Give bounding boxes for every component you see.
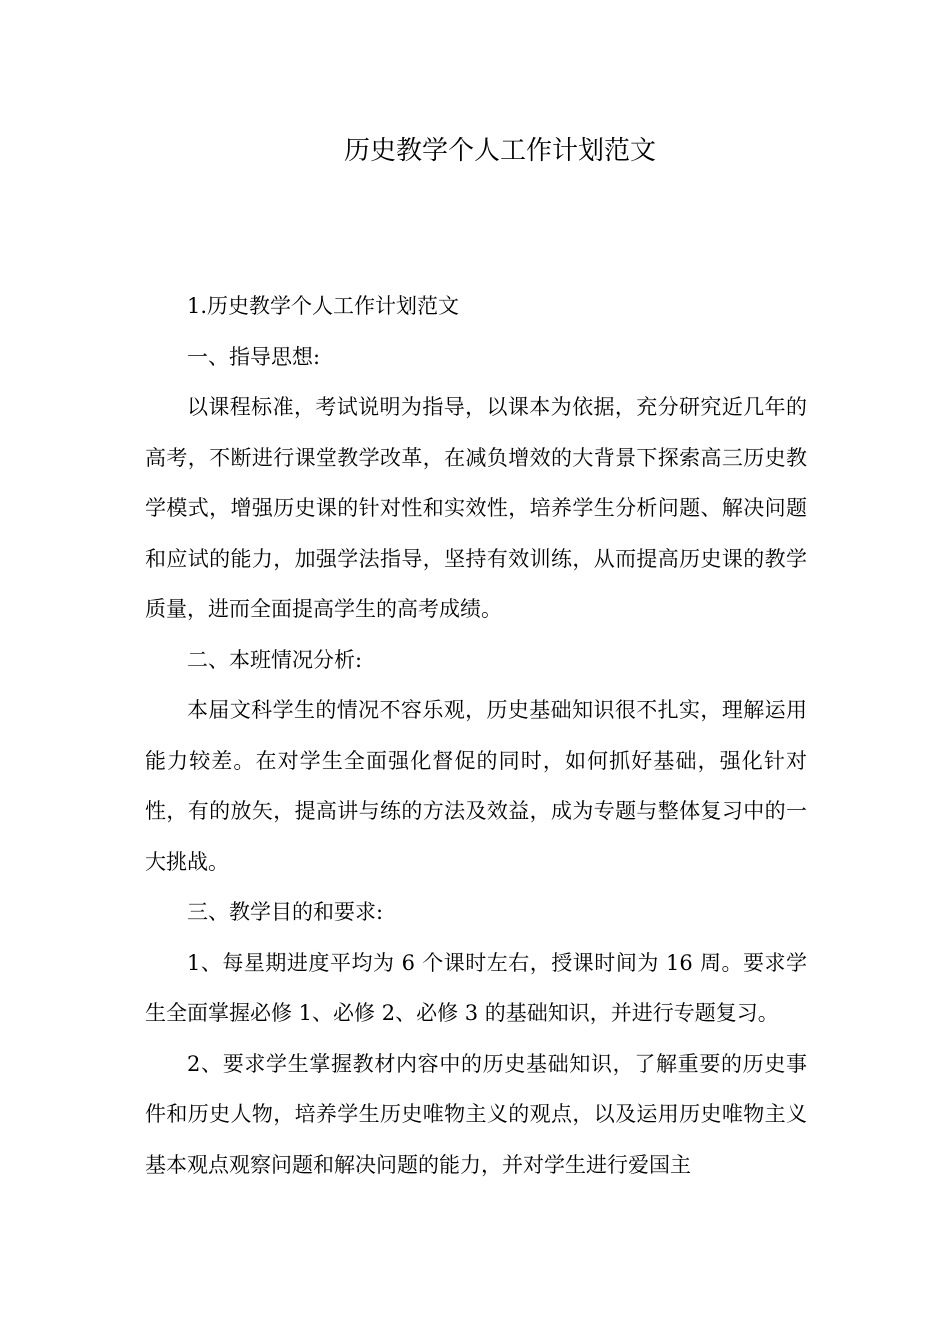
section-heading-intro: 1.历史教学个人工作计划范文: [187, 294, 460, 318]
document-body: [145, 281, 807, 1190]
document-title: 历史教学个人工作计划范文: [343, 136, 656, 166]
section-heading-teaching-goals: 三、教学目的和要求:: [187, 900, 384, 924]
paragraph-guiding-thought: 以课程标准，考试说明为指导，以课本为依据，充分研究近几年的高考，不断进行课堂教学改革，在减负增效的大背景下探索高三历史教学模式，增强历史课的针对性和实效性，培养学生分析问题、解决问题和应试的能力，加强学法指导，坚持有效训练，从而提高历史课的教学质量，进而全面提高学生的高考成绩。: [145, 395, 807, 621]
paragraph-goal-2: 2、要求学生掌握教材内容中的历史基础知识，了解重要的历史事件和历史人物，培养学生历史唯物主义的观点，以及运用历史唯物主义基本观点观察问题和解决问题的能力，并对学生进行爱国主: [145, 1051, 807, 1177]
section-heading-guiding-thought: 一、指导思想:: [187, 344, 321, 369]
paragraph-goal-1: 1、每星期进度平均为 6 个课时左右，授课时间为 16 周。要求学生全面掌握必修 1、必修 2、必修 3 的基础知识，并进行专题复习。: [145, 950, 807, 1025]
paragraph-class-analysis: 本届文科学生的情况不容乐观，历史基础知识很不扎实，理解运用能力较差。在对学生全面强化督促的同时，如何抓好基础，强化针对性，有的放矢，提高讲与练的方法及效益，成为专题与整体复习中的一大挑战。: [145, 698, 807, 874]
section-heading-class-analysis: 二、本班情况分析:: [187, 647, 363, 672]
